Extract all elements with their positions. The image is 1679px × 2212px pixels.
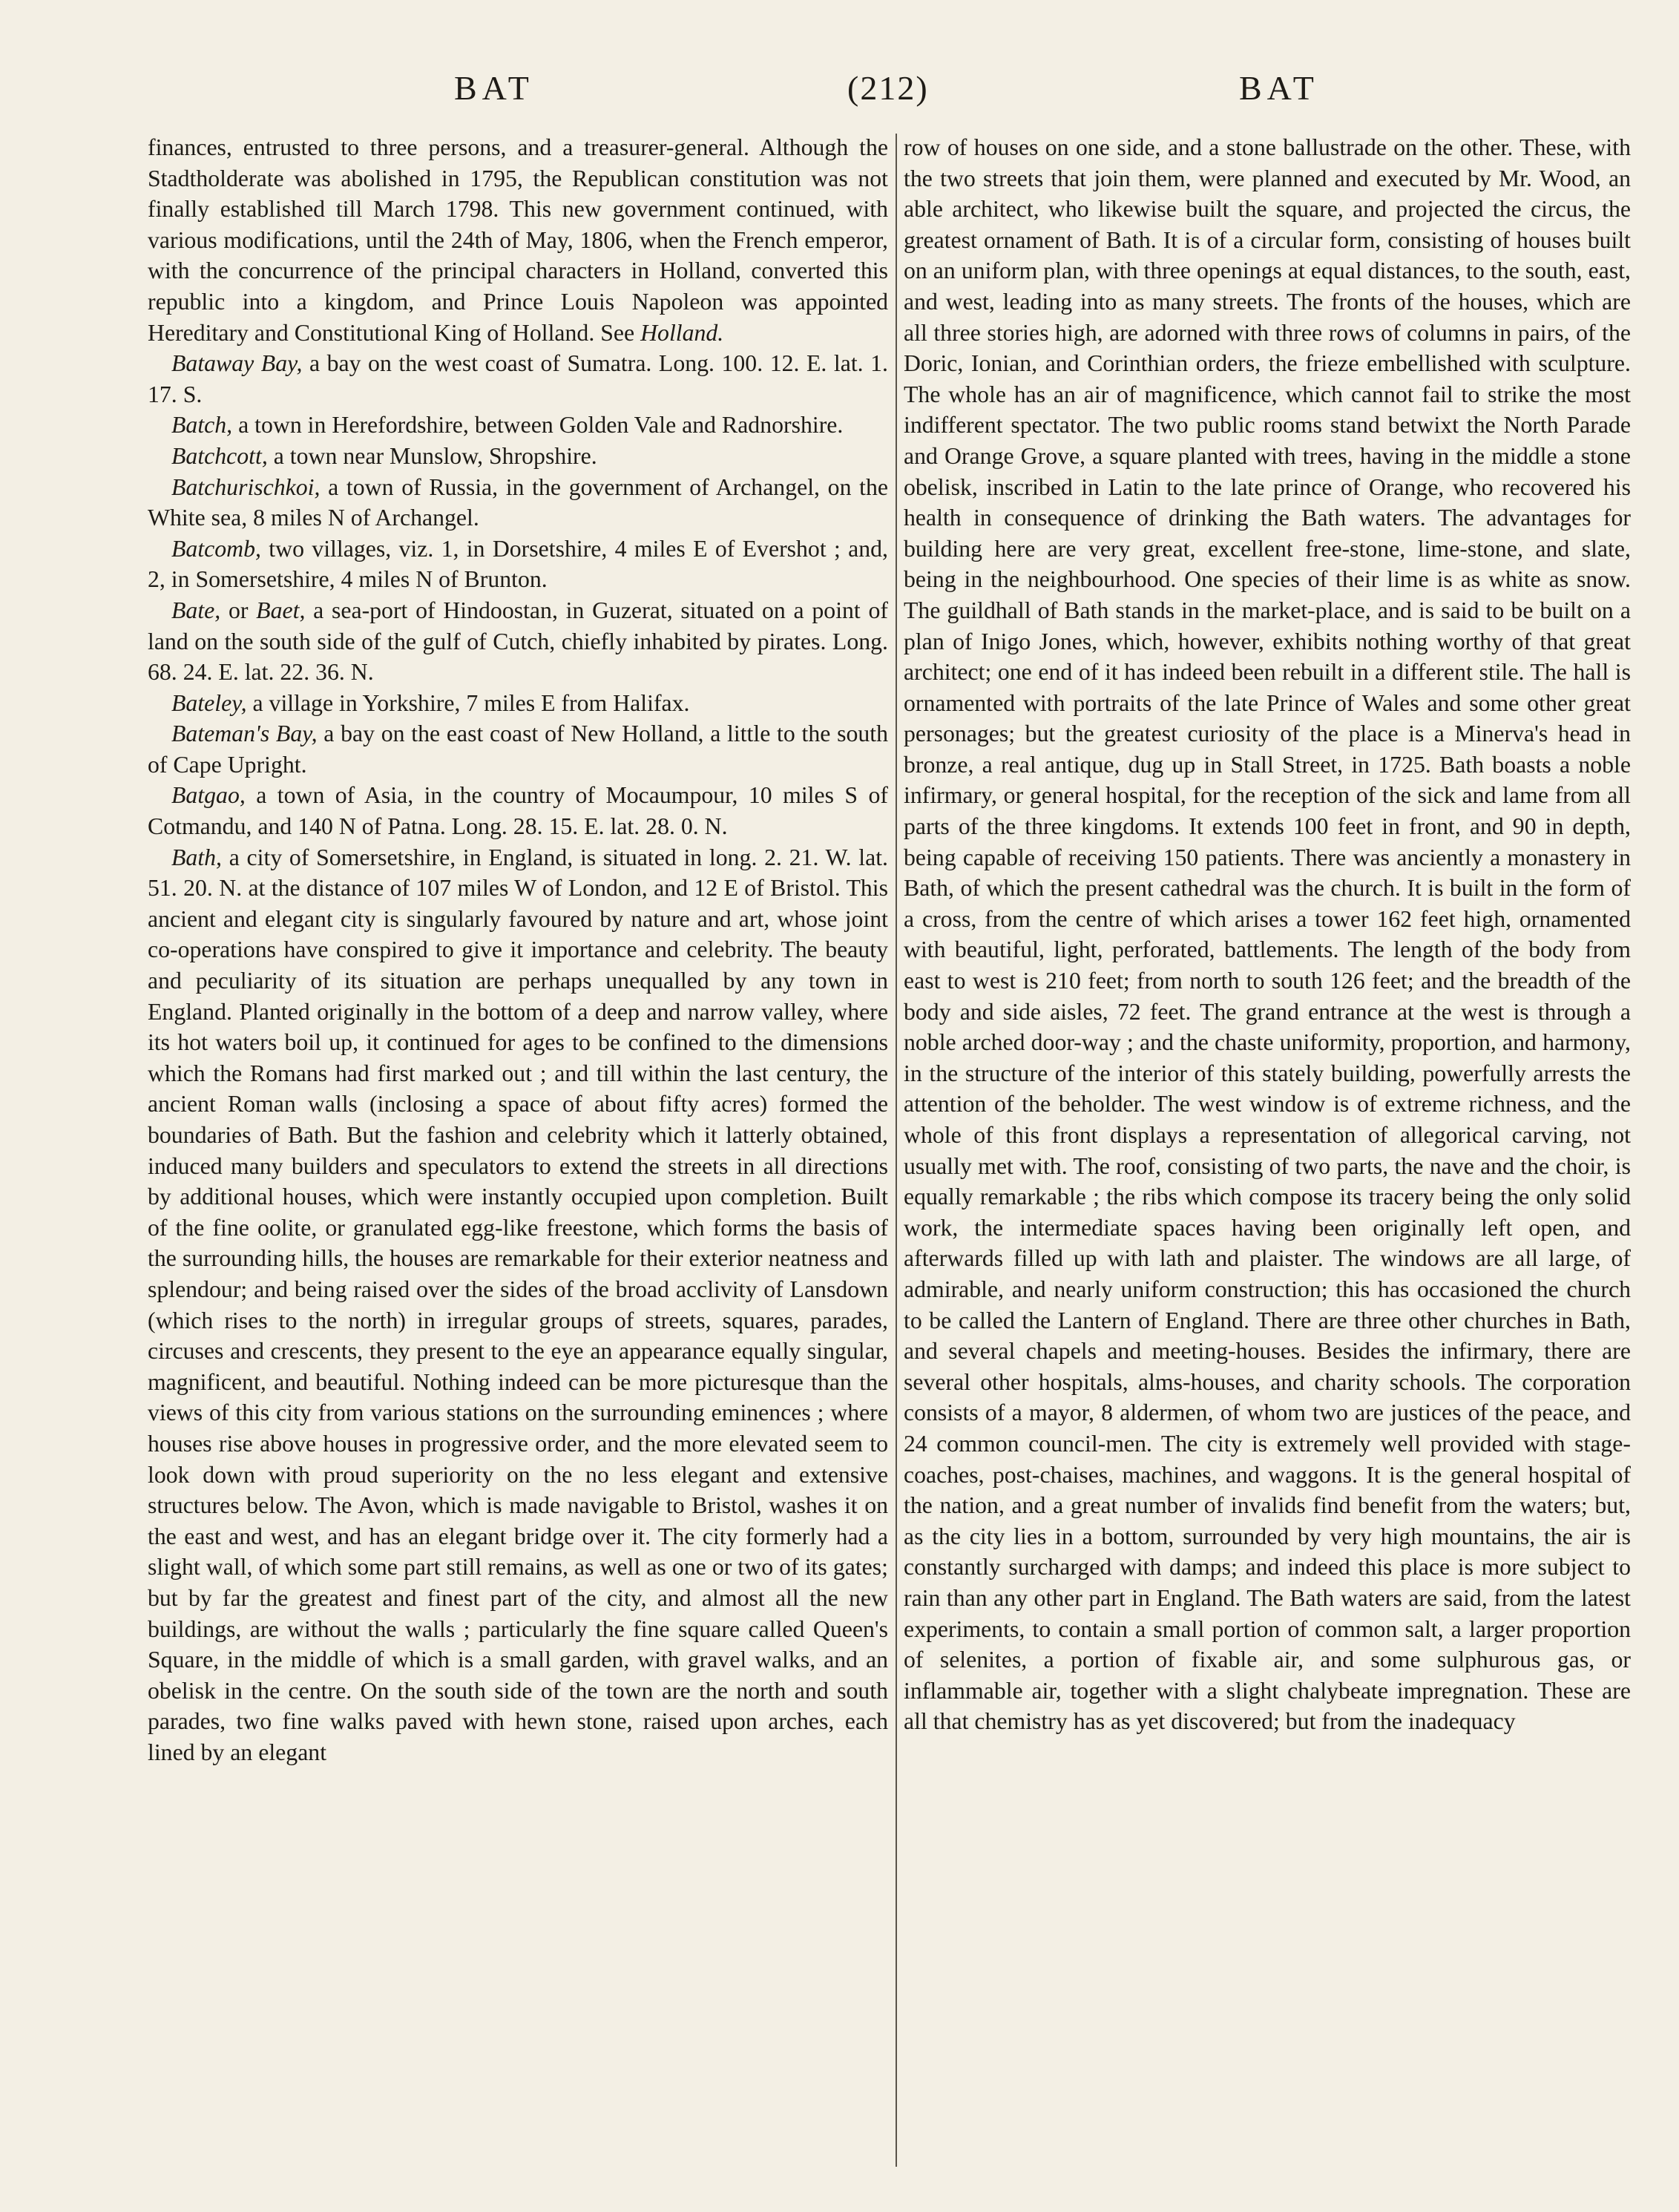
entry-batch <box>148 410 888 441</box>
entry-holland-continued <box>148 132 888 348</box>
entry-text: a town near Munslow, Shropshire. <box>267 442 597 469</box>
headword-alt: Baet, <box>256 597 306 623</box>
entry-bateley <box>148 688 888 719</box>
entry-batchurischkoi <box>148 472 888 534</box>
headword: Batchcott, <box>171 442 268 469</box>
left-column <box>148 132 888 2180</box>
entry-batemans-bay <box>148 718 888 780</box>
column-rule <box>896 134 897 2167</box>
entry-text: or <box>220 597 257 623</box>
entry-batchcott <box>148 441 888 472</box>
entry-bataway-bay <box>148 348 888 410</box>
headword: Batcomb, <box>171 535 261 562</box>
entry-text: a bay on the east coast of New Holland, a little to the south of Cape Upright. <box>148 721 888 778</box>
entry-text: a town in Herefordshire, between Golden Vale and Radnorshire. <box>232 412 844 439</box>
entry-text: a sea-port of Hindoostan, in Guzerat, situated on a point of land on the south side of the gulf of Cutch, chiefly inhabited by pirates. Long. 68. 24. E. lat. 22. 36. N. <box>148 597 888 686</box>
entry-text: a city of Somersetshire, in England, is situated in long. 2. 21. W. lat. 51. 20. N. at the distance of 107 miles W of London, and 12 E of Bristol. This ancient and elegant city is singularly favoured by nature and art, whose joint co-operations have conspired to give it importance and celebrity. The beauty and peculiarity of its situation are perhaps unequalled by any town in England. Planted originally in the bottom of a deep and narrow valley, where its hot waters boil up, it continued for ages to be confined to the dimensions which the Romans had first marked out ; and till within the last century, the ancient Roman walls (inclosing a space of about fifty acres) formed the boundaries of Bath. But the fashion and celebrity which it latterly obtained, induced many builders and speculators to extend the streets in all directions by additional houses, which were instantly occupied upon completion. Built of the fine oolite, or granulated egg-like freestone, which forms the basis of the surrounding hills, the houses are remarkable for their exterior neatness and splendour; and being raised over the sides of the broad acclivity of Lansdown (which rises to the north) in irregular groups of streets, squares, parades, circuses and crescents, they present to the eye an appearance equally singular, magnificent, and beautiful. Nothing indeed can be more picturesque than the views of this city from various stations on the surrounding eminences ; where houses rise above houses in progressive order, and the more elevated seem to look down with proud superiority on the no less elegant and extensive structures below. The Avon, which is made navigable to Bristol, washes it on the east and west, and has an elegant bridge over it. The city formerly had a slight wall, of which some part still remains, as well as one or two of its gates; but by far the greatest and finest part of the city, and almost all the new buildings, are without the walls ; particularly the fine square called Queen's Square, in the middle of which is a small garden, with gravel walks, and an obelisk in the centre. On the south side of the town are the north and south parades, two fine walks paved with hewn stone, raised upon arches, each lined by an elegant <box>148 844 888 1765</box>
entry-batgao <box>148 780 888 841</box>
running-head-right: BAT <box>1239 69 1319 107</box>
headword: Batgao, <box>171 782 246 809</box>
entry-batcomb <box>148 534 888 595</box>
page-number: (212) <box>847 69 929 107</box>
entry-text: finances, entrusted to three persons, and a treasurer-general. Although the Stadtholderate was abolished in 1795, the Republican constitution was not finally established till March 1798. This new government continued, with various modifications, until the 24th of May, 1806, when the French emperor, with the concurrence of the principal characters in Holland, converted this republic into a kingdom, and Prince Louis Napoleon was appointed Hereditary and Constitutional King of Holland. See <box>148 134 888 346</box>
headword: Bath, <box>171 844 223 870</box>
headword: Batch, <box>171 412 233 439</box>
entry-bath-continued: row of houses on one side, and a stone ballustrade on the other. These, with the two streets that join them, were planned and executed by Mr. Wood, an able architect, who likewise built the square, and projected the circus, the greatest ornament of Bath. It is of a circular form, consisting of houses built on an uniform plan, with three openings at equal distances, to the south, east, and west, leading into as many streets. The fronts of the houses, which are all three stories high, are adorned with three rows of columns in pairs, of the Doric, Ionian, and Corinthian orders, the frieze embellished with sculpture. The whole has an air of magnificence, which cannot fail to strike the most indifferent spectator. The two public rooms stand betwixt the North Parade and Orange Grove, a square planted with trees, having in the middle a stone obelisk, inscribed in Latin to the late prince of Orange, who recovered his health in consequence of drinking the Bath waters. The advantages for building here are very great, excellent free-stone, lime-stone, and slate, being in the neighbourhood. One species of their lime is as white as snow. The guildhall of Bath stands in the market-place, and is said to be built on a plan of Inigo Jones, which, however, exhibits nothing worthy of that great architect; one end of it has indeed been rebuilt in a different stile. The hall is ornamented with portraits of the late Prince of Wales and some other great personages; but the greatest curiosity of the place is a Minerva's head in bronze, a real antique, dug up in Stall Street, in 1725. Bath boasts a noble infirmary, or general hospital, for the reception of the sick and lame from all parts of the three kingdoms. It extends 100 feet in front, and 90 in depth, being capable of receiving 150 patients. There was anciently a monastery in Bath, of which the present cathedral was the church. It is built in the form of a cross, from the centre of which arises a tower 162 feet high, ornamented with beautiful, light, perforated, battlements. The length of the body from east to west is 210 feet; from north to south 126 feet; and the breadth of the body and side aisles, 72 feet. The grand entrance at the west is through a noble arched door-way ; and the chaste uniformity, proportion, and harmony, in the structure of the interior of this stately building, powerfully arrests the attention of the beholder. The west window is of extreme richness, and the whole of this front displays a representation of allegorical carving, not usually met with. The roof, consisting of two parts, the nave and the choir, is equally remarkable ; the ribs which compose its tracery being the only solid work, the intermediate spaces having been originally left open, and afterwards filled up with lath and plaister. The windows are all large, of admirable, and nearly uniform construction; this has occasioned the church to be called the Lantern of England. There are three other churches in Bath, and several chapels and meeting-houses. Besides the infirmary, there are several other hospitals, alms-houses, and charity schools. The corporation consists of a mayor, 8 aldermen, of whom two are justices of the peace, and 24 common council-men. The city is extremely well provided with stage-coaches, post-chaises, machines, and waggons. It is the general hospital of the nation, and a great number of invalids find benefit from the waters; but, as the city lies in a bottom, surrounded by very high mountains, the air is constantly surcharged with damps; and indeed this place is more subject to rain than any other part in England. The Bath waters are said, from the latest experiments, to contain a small portion of common salt, a larger proportion of selenites, a portion of fixable air, and some sulphurous gas, or inflammable air, together with a slight chalybeate impregnation. These are all that chemistry has as yet discovered; but from the inadequacy <box>904 134 1631 1735</box>
headword: Bateley, <box>171 689 247 716</box>
entry-text: a town of Asia, in the country of Mocaumpour, 10 miles S of Cotmandu, and 140 N of Patna. Long. 28. 15. E. lat. 28. 0. N. <box>148 782 888 840</box>
entry-bath <box>148 842 888 1768</box>
entry-bate <box>148 595 888 688</box>
headword: Bataway Bay, <box>171 350 303 377</box>
running-head <box>0 68 1679 120</box>
entry-text: a bay on the west coast of Sumatra. Long. 100. 12. E. lat. 1. 17. S. <box>148 350 888 407</box>
entry-text: two villages, viz. 1, in Dorsetshire, 4 miles E of Evershot ; and, 2, in Somersetshire, 4 miles N of Brunton. <box>148 535 888 593</box>
headword: Bateman's Bay, <box>171 721 318 747</box>
headword: Batchurischkoi, <box>171 473 321 500</box>
entry-text: a town of Russia, in the government of Archangel, on the White sea, 8 miles N of Archangel. <box>148 473 888 531</box>
cross-reference: Holland. <box>640 319 724 346</box>
entry-text: a village in Yorkshire, 7 miles E from Halifax. <box>246 689 690 716</box>
headword: Bate, <box>171 597 221 623</box>
running-head-left: BAT <box>454 69 534 107</box>
right-column <box>904 132 1631 2180</box>
